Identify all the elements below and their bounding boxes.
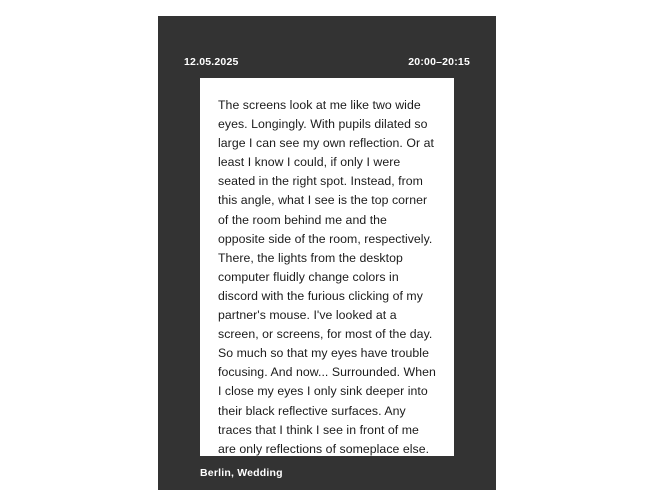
- entry-body-text: The screens look at me like two wide eyes. Longingly. With pupils dilated so large I can see my own reflection. Or at least I know I could, if only I were seated in the right spot. Instead, from this angle, what I see is the top corner of the room behind me and the opposite side of the room, respectively. There, the lights from the desktop computer fluidly change colors in discord with the furious clicking of my partner's mouse. I've looked at a screen, or screens, for most of the day. So much so that my eyes have trouble focusing. And now... Surrounded. When I close my eyes I only sink deeper into their black reflective surfaces. Any traces that I think I see in front of me are only reflections of someplace else.: [218, 98, 436, 456]
- entry-footer: [158, 456, 496, 490]
- entry-text-sheet: [200, 78, 454, 456]
- entry-date: 12.05.2025: [184, 56, 239, 68]
- entry-location: Berlin, Wedding: [200, 467, 283, 479]
- journal-entry-card: [158, 16, 496, 490]
- entry-time-range: 20:00–20:15: [408, 56, 470, 68]
- entry-meta-row: [158, 16, 496, 78]
